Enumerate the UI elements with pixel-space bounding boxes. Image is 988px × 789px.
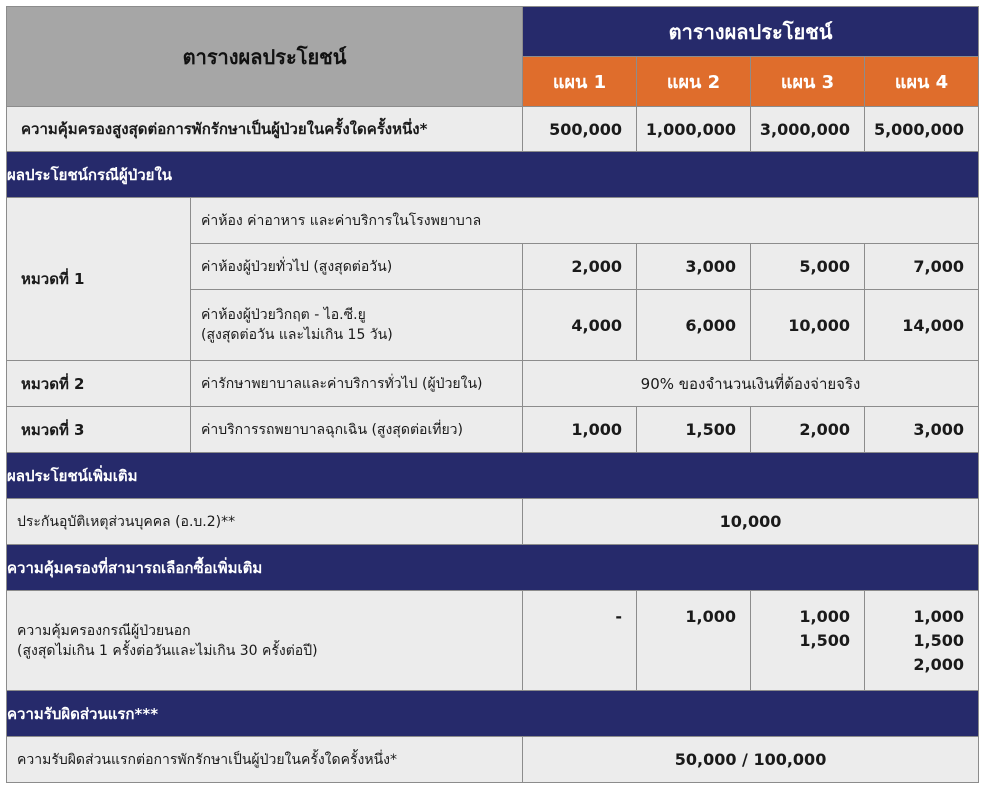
outpatient-plan3 <box>751 591 865 691</box>
benefit-table <box>6 6 979 783</box>
max-coverage-plan2: 1,000,000 <box>637 107 751 152</box>
outpatient-label-line2: (สูงสุดไม่เกิน 1 ครั้งต่อวันและไม่เกิน 30 ครั้งต่อปี) <box>17 642 318 659</box>
max-coverage-label: ความคุ้มครองสูงสุดต่อการพักรักษาเป็นผู้ป่วยในครั้งใดครั้งหนึ่ง* <box>7 107 523 152</box>
outpatient-label-line1: ความคุ้มครองกรณีผู้ป่วยนอก <box>17 622 191 639</box>
category-3-label: หมวดที่ 3 <box>7 407 191 453</box>
plan-header-4: แผน 4 <box>865 57 979 107</box>
general-room-plan2: 3,000 <box>637 244 751 290</box>
outpatient-plan4-value-2: 1,500 <box>913 631 965 650</box>
plan-header-2: แผน 2 <box>637 57 751 107</box>
max-coverage-plan1: 500,000 <box>523 107 637 152</box>
plan-header-3: แผน 3 <box>751 57 865 107</box>
outpatient-plan3-value-1: 1,000 <box>799 607 851 626</box>
deductible-label: ความรับผิดส่วนแรกต่อการพักรักษาเป็นผู้ป่วยในครั้งใดครั้งหนึ่ง* <box>7 737 523 783</box>
section-inpatient: ผลประโยชน์กรณีผู้ป่วยใน <box>7 152 979 198</box>
category-2-label: หมวดที่ 2 <box>7 361 191 407</box>
general-room-plan1: 2,000 <box>523 244 637 290</box>
section-optional: ความคุ้มครองที่สามารถเลือกซื้อเพิ่มเติม <box>7 545 979 591</box>
category-1-subheader: ค่าห้อง ค่าอาหาร และค่าบริการในโรงพยาบาล <box>191 198 979 244</box>
outpatient-plan1-value: - <box>615 607 623 626</box>
icu-room-plan2: 6,000 <box>637 290 751 361</box>
accident-label: ประกันอุบัติเหตุส่วนบุคคล (อ.บ.2)** <box>7 499 523 545</box>
general-room-plan3: 5,000 <box>751 244 865 290</box>
category-3-plan2: 1,500 <box>637 407 751 453</box>
accident-value: 10,000 <box>523 499 979 545</box>
accident-row <box>7 499 979 545</box>
category-3-plan3: 2,000 <box>751 407 865 453</box>
outpatient-plan4-value-1: 1,000 <box>913 607 965 626</box>
table-title-left: ตารางผลประโยชน์ <box>7 7 523 107</box>
icu-room-label-line2: (สูงสุดต่อวัน และไม่เกิน 15 วัน) <box>201 327 393 343</box>
table-title-right: ตารางผลประโยชน์ <box>523 7 979 57</box>
category-2-row <box>7 361 979 407</box>
category-2-desc: ค่ารักษาพยาบาลและค่าบริการทั่วไป (ผู้ป่วยใน) <box>191 361 523 407</box>
max-coverage-row <box>7 107 979 152</box>
category-3-row <box>7 407 979 453</box>
general-room-label: ค่าห้องผู้ป่วยทั่วไป (สูงสุดต่อวัน) <box>191 244 523 290</box>
outpatient-plan2 <box>637 591 751 691</box>
icu-room-plan1: 4,000 <box>523 290 637 361</box>
section-deductible: ความรับผิดส่วนแรก*** <box>7 691 979 737</box>
outpatient-plan4-value-3: 2,000 <box>913 655 965 674</box>
icu-room-label-line1: ค่าห้องผู้ป่วยวิกฤต - ไอ.ซี.ยู <box>201 307 366 323</box>
category-3-plan1: 1,000 <box>523 407 637 453</box>
outpatient-plan3-value-2: 1,500 <box>799 631 851 650</box>
outpatient-plan4 <box>865 591 979 691</box>
max-coverage-plan4: 5,000,000 <box>865 107 979 152</box>
deductible-value: 50,000 / 100,000 <box>523 737 979 783</box>
section-additional: ผลประโยชน์เพิ่มเติม <box>7 453 979 499</box>
outpatient-plan1 <box>523 591 637 691</box>
max-coverage-plan3: 3,000,000 <box>751 107 865 152</box>
category-3-desc: ค่าบริการรถพยาบาลฉุกเฉิน (สูงสุดต่อเที่ยว) <box>191 407 523 453</box>
icu-room-plan3: 10,000 <box>751 290 865 361</box>
outpatient-label <box>7 591 523 691</box>
general-room-plan4: 7,000 <box>865 244 979 290</box>
category-3-plan4: 3,000 <box>865 407 979 453</box>
outpatient-row <box>7 591 979 691</box>
icu-room-label <box>191 290 523 361</box>
outpatient-plan2-value: 1,000 <box>685 607 737 626</box>
icu-room-plan4: 14,000 <box>865 290 979 361</box>
category-1-label: หมวดที่ 1 <box>7 198 191 361</box>
plan-header-1: แผน 1 <box>523 57 637 107</box>
deductible-row <box>7 737 979 783</box>
category-2-value: 90% ของจำนวนเงินที่ต้องจ่ายจริง <box>523 361 979 407</box>
